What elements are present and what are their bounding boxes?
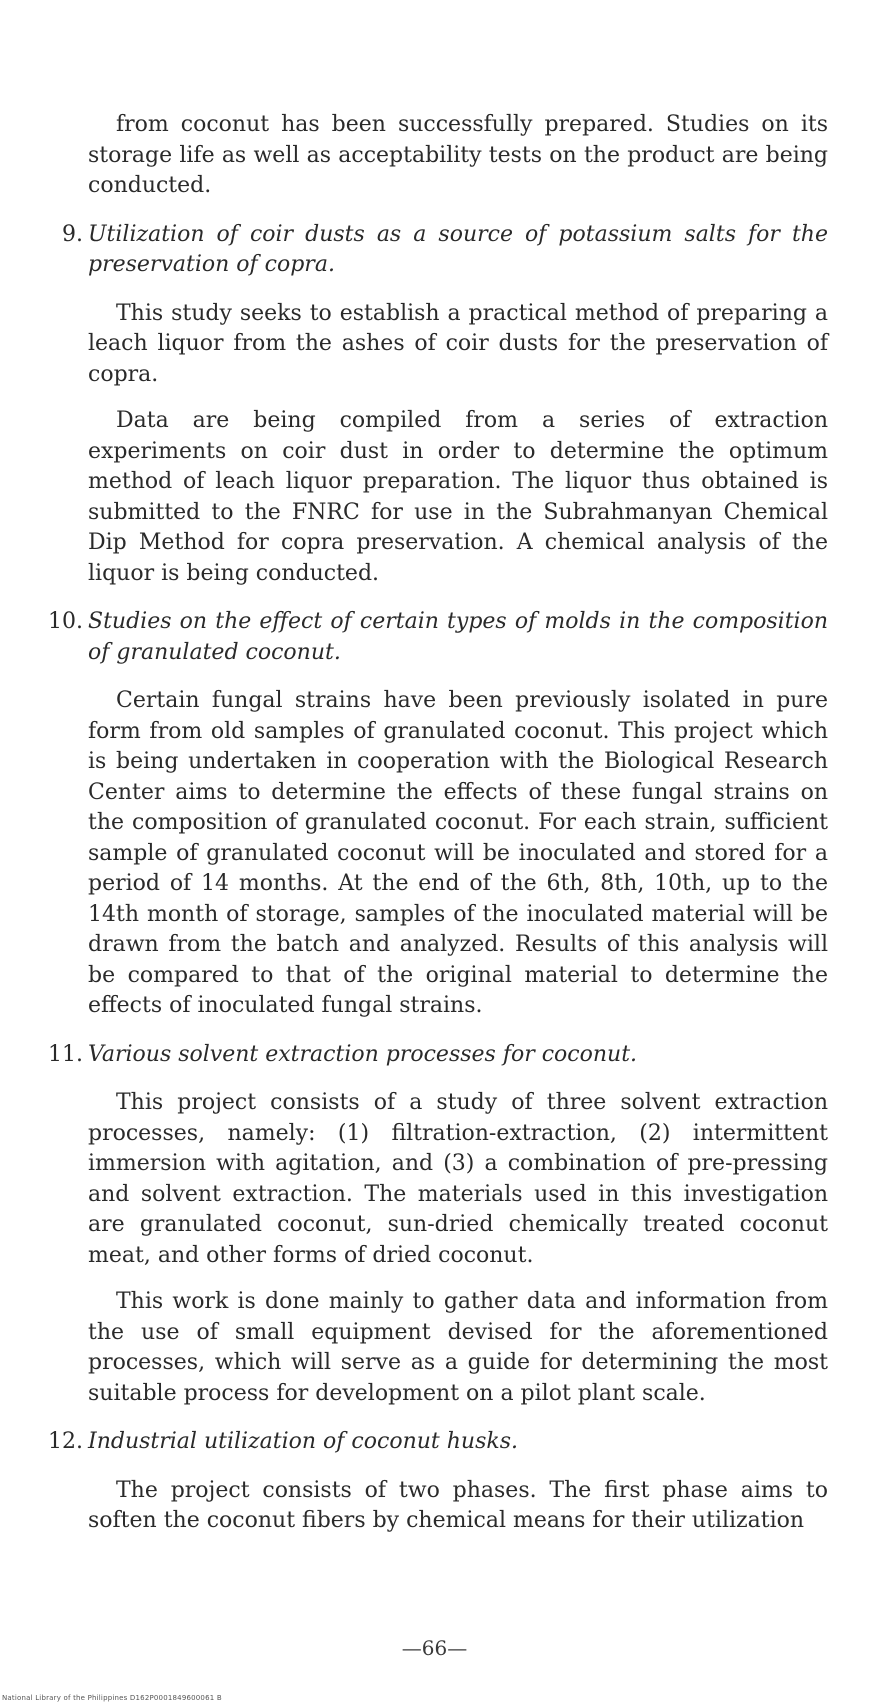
intro-paragraph: from coconut has been successfully prepared. Studies on its storage life as well as acceptability tests on the product are being conducted. [88, 112, 828, 198]
item-paragraph: The project consists of two phases. The first phase aims to soften the coconut fibers by chemical means for their utilization [88, 1477, 828, 1533]
page-number: —66— [401, 1636, 468, 1660]
item-number: 12. [48, 1429, 83, 1454]
list-item-10 [48, 607, 828, 1022]
item-paragraph: Certain fungal strains have been previously isolated in pure form from old samples of granulated coconut. This project which is being undertaken in cooperation with the Biological Research Center aims to determine the effects of these fungal strains on the composition of granulated coconut. For each strain, sufficient sample of granulated coconut will be inoculated and stored for a period of 14 months. At the end of the 6th, 8th, 10th, up to the 14th month of storage, samples of the inoculated material will be drawn from the batch and analyzed. Results of this analysis will be compared to that of the original material to determine the effects of inoculated fungal strains. [88, 688, 828, 1018]
archive-footer: National Library of the Philippines D162P0001849600061 B [2, 1694, 222, 1702]
list-item-11 [48, 1040, 828, 1410]
list-item-9 [62, 220, 828, 590]
item-number: 11. [48, 1041, 83, 1067]
item-title: Various solvent extraction processes for coconut. [88, 1041, 638, 1067]
item-number: 10. [48, 609, 83, 634]
item-paragraph: This work is done mainly to gather data and information from the use of small equipment devised for the aforementioned processes, which will serve as a guide for determining the most suitable process for development on a pilot plant scale. [88, 1289, 828, 1406]
item-title: Utilization of coir dusts as a source of potassium salts for the preservation of copra. [88, 221, 828, 277]
item-number: 9. [62, 221, 83, 247]
document-body [48, 110, 828, 1537]
item-title: Industrial utilization of coconut husks. [88, 1429, 518, 1454]
item-paragraph: This study seeks to establish a practical method of preparing a leach liquor from the ashes of coir dusts for the preservation of copra. [88, 300, 828, 387]
list-item-12 [48, 1427, 828, 1537]
item-title: Studies on the effect of certain types of molds in the composition of granulated coconut. [88, 609, 828, 665]
item-paragraph: Data are being compiled from a series of extraction experiments on coir dust in order to determine the optimum method of leach liquor preparation. The liquor thus obtained is submitted to the FNRC for use in the Subrahmanyan Chemical Dip Method for copra preservation. A chemical analysis of the liquor is being conducted. [88, 408, 828, 586]
item-paragraph: This project consists of a study of three solvent extraction processes, namely: (1) filtration-extraction, (2) intermittent immersion with agitation, and (3) a combination of pre-pressing and solvent extraction. The materials used in this investigation are granulated coconut, sun-dried chemically treated coconut meat, and other forms of dried coconut. [88, 1090, 828, 1268]
